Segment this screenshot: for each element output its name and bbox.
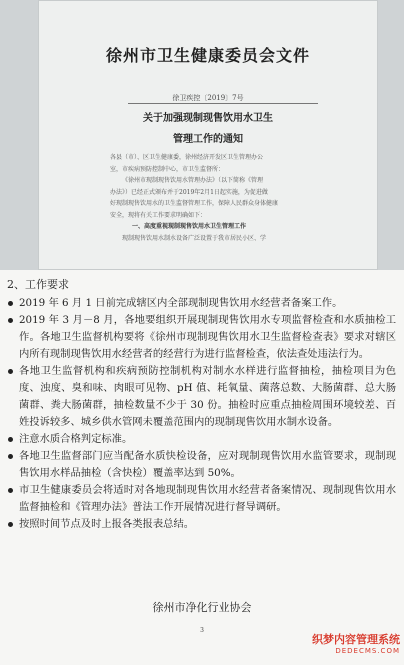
section-heading: 2、工作要求: [7, 278, 69, 291]
body-line: 《徐州市现制现售饮用水管理办法》（以下简称《管理: [122, 177, 264, 184]
requirements-list: [6, 295, 396, 533]
requirements-page: [0, 270, 404, 665]
list-item: 注意水质合格判定标准。: [6, 431, 396, 448]
list-item: 2019 年 3 月－8 月，各地要组织开展现制现售饮用水专项监督检查和水质抽检工作。各地卫生监督机构要将《徐州市现制现售饮用水卫生监督检查表》要求对辖区内所有现制现售饮用水经营者的经营行为进行监督检查，依法查处违法行为。: [6, 312, 396, 363]
document-number: 徐卫疾控〔2019〕7号: [172, 94, 244, 102]
body-line: 好现制现售饮用水的卫生监督管理工作，保障人民群众身体健康: [110, 200, 279, 207]
body-line: 现制现售饮用水制水设备广泛设置于我市居民小区、学: [122, 234, 267, 242]
document-header: 徐州市卫生健康委员会文件: [105, 46, 310, 65]
header-divider: [128, 103, 318, 104]
document-body: [110, 152, 325, 244]
list-item: 2019 年 6 月 1 日前完成辖区内全部现制现售饮用水经营者备案工作。: [6, 295, 396, 312]
list-item: 各地卫生监督机构和疾病预防控制机构对制水水样进行监督抽检，抽检项目为色度、浊度、臭和味、肉眼可见物、pH 值、耗氧量、菌落总数、大肠菌群、总大肠菌群、粪大肠菌群，抽检数量不少于 30 份。抽检时应重点抽检周围环境较差、百姓投诉较多、城乡供水管网未覆盖范围内的现制现售饮用水制水设备。: [6, 363, 396, 431]
watermark-line1: 织梦内容管理系统: [312, 633, 400, 646]
body-line: 安全，现将有关工作要求明确如下：: [110, 211, 207, 219]
watermark-logo: [312, 631, 400, 655]
body-line: 办法》）已经正式颁布并于2019年2月1日起实施，为促进做: [110, 188, 268, 196]
body-line: 各县（市）、区卫生健康委，徐州经济开发区卫生管理办公: [110, 154, 264, 161]
document-title-line2: 管理工作的通知: [173, 134, 243, 145]
document-title-line1: 关于加强现制现售饮用水卫生: [143, 113, 273, 124]
list-item: 市卫生健康委员会将适时对各地现制现售饮用水经营者备案情况、现制现售饮用水监督抽检和《管理办法》普法工作开展情况进行督导调研。: [6, 482, 396, 516]
watermark-line2: DEDECMS.COM: [335, 647, 400, 655]
association-footer: 徐州市净化行业协会: [152, 601, 252, 614]
page-number: 3: [200, 627, 204, 634]
body-line: 室，市疾病预防控制中心，市卫生监督所：: [110, 165, 225, 173]
body-subheading: 一、高度重视现制现售饮用水卫生管理工作: [132, 223, 247, 230]
list-item: 各地卫生监督部门应当配备水质快检设备，应对现制现售饮用水监管要求，现制现售饮用水样品抽检（含快检）覆盖率达到 50%。: [6, 448, 396, 482]
list-item: 按照时间节点及时上报各类报表总结。: [6, 516, 396, 533]
top-document-photo: [38, 0, 378, 270]
